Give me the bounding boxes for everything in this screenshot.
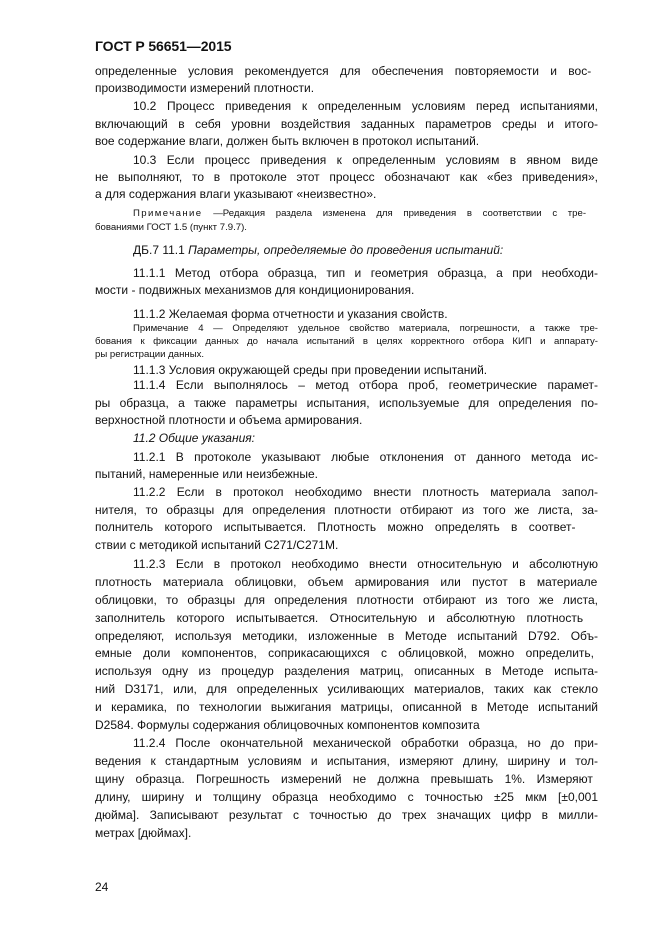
text-line: а для содержания влаги указывают «неизвестно».	[95, 187, 377, 201]
text-line: облицовки, то образцы для определения плотности отбирают из того же листа,	[95, 593, 598, 607]
text-line: емные доли компонентов, соприкасающихся с облицовкой, можно определить,	[95, 646, 594, 660]
text-line	[133, 208, 586, 220]
text-line	[133, 243, 503, 258]
text-line: вое содержание влаги, должен быть включен в протокол испытаний.	[95, 134, 480, 148]
text-line: ний D3171, или, для определенных усиливающих материалов, таких как стекло	[95, 682, 598, 696]
text-line: бования к фиксации данных до начала испытаний в целях корректного отбора КИП и аппарату-	[95, 336, 598, 347]
text-line: ры регистрации данных.	[95, 349, 205, 360]
text-line: 11.2.1 В протоколе указывают любые отклонения от данного метода ис-	[133, 450, 598, 464]
text-line: ры образца, а также параметры испытания, используемые для определения по-	[95, 396, 598, 410]
text-line: 11.1.1 Метод отбора образца, тип и геометрия образца, а при необходи-	[133, 266, 598, 280]
text-line: определяют, используя методики, изложенные в Методе испытаний D792. Объ-	[95, 629, 598, 643]
text-line: определенные условия рекомендуется для обеспечения повторяемости и вос-	[95, 64, 592, 78]
text-line: нителя, то образцы для определения плотности отбирают из того же листа, за-	[95, 503, 598, 517]
text-line	[133, 431, 255, 446]
text-line: щину образца. Погрешность измерений не должна превышать 1%. Измеряют	[95, 772, 593, 786]
text-line: не выполняют, то в протоколе этот процесс обозначают как «без приведения»,	[95, 170, 598, 184]
text-line: полнитель которого испытывается. Плотность можно определять в соответ-	[95, 520, 576, 534]
document-header: ГОСТ Р 56651—2015	[95, 38, 232, 54]
text-line: дюйма]. Записывают результат с точностью до трех значащих цифр в милли-	[95, 808, 598, 822]
text-line: 11.1.3 Условия окружающей среды при проведении испытаний.	[133, 363, 488, 377]
text-run: Параметры, определяемые до проведения испытаний:	[188, 243, 504, 257]
text-line: Примечание 4 — Определяют удельное свойство материала, погрешности, а также тре-	[133, 323, 598, 334]
text-line: 11.2.3 Если в протокол необходимо внести относительную и абсолютную	[133, 557, 598, 571]
text-line: заполнитель которого испытывается. Относительную и абсолютную плотность	[95, 611, 584, 625]
page-number: 24	[95, 880, 109, 894]
text-line: плотность материала облицовки, объем армирования или пустот в материале	[95, 575, 598, 589]
text-line: и керамика, по технологии выжигания матрицы, описанной в Методе испытаний	[95, 700, 598, 714]
text-line: метрах [дюймах].	[95, 826, 192, 840]
text-line: длину, ширину и толщину образца необходимо с точностью ±25 мкм [±0,001	[95, 790, 598, 804]
text-line: ведения к стандартным условиям и испытания, измеряют длину, ширину и тол-	[95, 754, 598, 768]
text-run: 11.2 Общие указания:	[133, 431, 255, 445]
text-run: —Редакция раздела изменена для приведения в соответствии с тре-	[202, 208, 587, 219]
text-line: включающий в себя уровни воздействия заданных параметров среды и итого-	[95, 117, 598, 131]
text-line: мости - подвижных механизмов для кондиционирования.	[95, 283, 415, 297]
text-run: ДБ.7 11.1	[133, 243, 189, 257]
text-line: 11.2.2 Если в протокол необходимо внести плотность материала запол-	[133, 485, 598, 499]
text-line: производимости измерений плотности.	[95, 81, 315, 95]
text-run: Примечание	[133, 208, 203, 219]
text-line: 11.1.4 Если выполнялось – метод отбора проб, геометрические парамет-	[133, 378, 598, 392]
text-line: D2584. Формулы содержания облицовочных компонентов композита	[95, 718, 480, 732]
text-line: ствии с методикой испытаний C271/C271M.	[95, 538, 339, 552]
text-line: 10.2 Процесс приведения к определенным условиям перед испытаниями,	[133, 99, 598, 113]
text-line: 10.3 Если процесс приведения к определенным условиям в явном виде	[133, 153, 598, 167]
text-line: верхностной плотности и объема армирования.	[95, 413, 363, 427]
text-line: бованиями ГОСТ 1.5 (пункт 7.9.7).	[95, 222, 247, 233]
text-line: 11.2.4 После окончательной механической обработки образца, но до при-	[133, 736, 598, 750]
text-line: пытаний, намеренные или неизбежные.	[95, 467, 318, 481]
text-line: 11.1.2 Желаемая форма отчетности и указания свойств.	[133, 307, 448, 321]
text-line: используя одну из процедур разделения матриц, описанных в Методе испыта-	[95, 664, 598, 678]
